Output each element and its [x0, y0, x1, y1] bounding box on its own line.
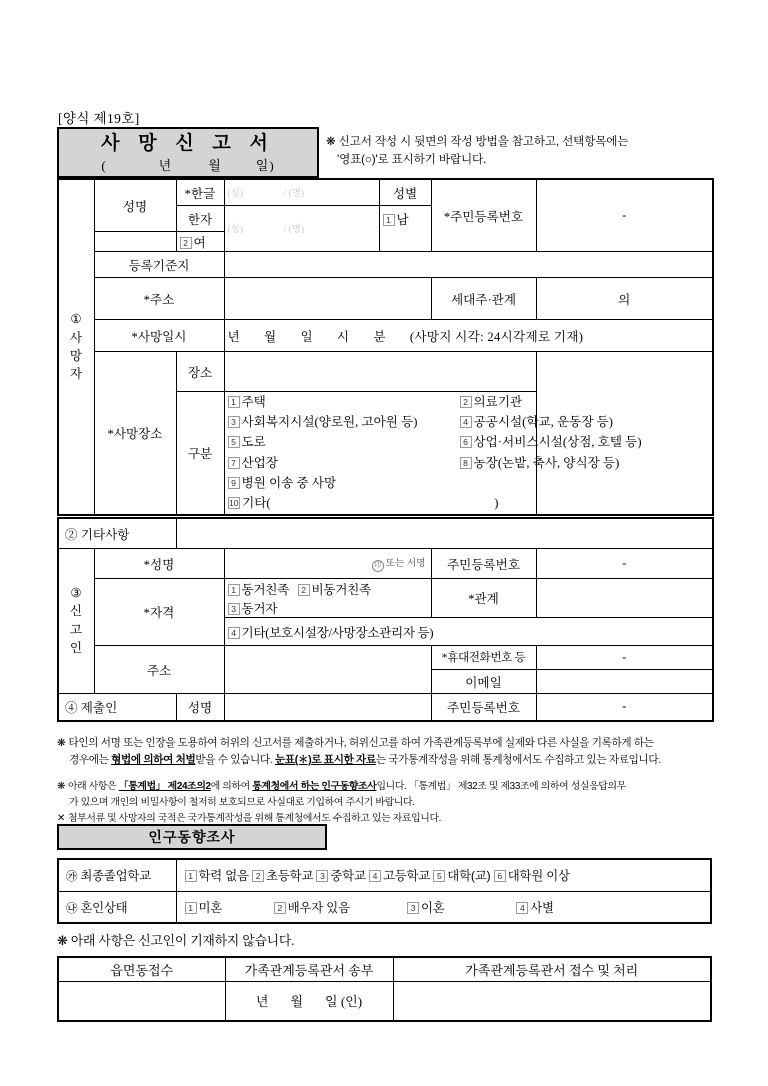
- household-head-input[interactable]: 의: [536, 277, 713, 319]
- note-mark-3: ✕: [57, 813, 65, 825]
- section-label-deceased: ① 사 망 자: [58, 179, 94, 515]
- place-option-3[interactable]: 3 사회복지시설(양로원, 고아원 등): [228, 412, 460, 432]
- place-sub-label: 장소: [176, 351, 224, 391]
- office-month: 월: [290, 994, 304, 1010]
- name-placeholder-last-hanja: (성): [227, 224, 244, 235]
- header-instruction: [326, 133, 718, 169]
- name-placeholder-last: (성): [227, 188, 244, 199]
- place-option-8[interactable]: 8 농장(논밭, 축사, 양식장 등): [460, 453, 533, 473]
- place-option-5[interactable]: 5 도로: [228, 432, 460, 452]
- place-option-9[interactable]: 9 병원 이송 중 사망: [228, 473, 460, 493]
- reporter-address-label: 주소: [94, 645, 224, 693]
- title-month: 월: [208, 157, 222, 173]
- dd-minute: 분: [373, 329, 386, 344]
- legal-note-2: ❋ 아래 사항은 「통계법」 제24조의2에 의하여 통계청에서 하는 인구동향조사입니다. 「통계법」 제32조 및 제33조에 의하여 성실응답의무 가 있으며 개인의 비밀사항이 철저히 보호되므로 사실대로 기입하여 주시기 바랍니다. ✕ 첨부서류 및 사망자의 국적은 국가통계작성을 위해 통계청에서도 수집하고 있는 자료입니다.: [57, 779, 715, 827]
- dd-note: (사망지 시각: 24시각제로 기재): [409, 329, 584, 344]
- qualification-options: [224, 578, 431, 617]
- submitter-name-input[interactable]: [224, 693, 431, 721]
- reporter-phone-input[interactable]: -: [536, 645, 713, 669]
- office-use-note: ❋ 아래 사항은 신고인이 기재하지 않습니다.: [57, 933, 295, 948]
- office-header-2: 가족관계등록관서 송부: [225, 957, 393, 981]
- note-mark-1: ❋: [57, 737, 66, 749]
- death-place-label: *사망장소: [94, 351, 176, 515]
- form-title-band: [57, 127, 319, 178]
- death-place-input[interactable]: [224, 351, 536, 391]
- form-code: [양식 제19호]: [58, 111, 140, 126]
- education-option-4[interactable]: 4 고등학교: [369, 866, 430, 884]
- name-hangul-input[interactable]: [224, 179, 379, 205]
- education-option-3[interactable]: 3 중학교: [316, 866, 365, 884]
- note1-emphasis-2: 눈표(✽)로 표시한 자료: [274, 754, 376, 767]
- deceased-rrn-input[interactable]: -: [536, 179, 713, 251]
- seal-icon: 印: [372, 560, 384, 572]
- reporter-name-input[interactable]: [224, 548, 431, 578]
- deceased-address-label: *주소: [94, 277, 224, 319]
- gender-option-male[interactable]: [379, 205, 431, 231]
- reporter-form-table: [57, 517, 714, 722]
- gender-label: 성별: [379, 179, 431, 205]
- note2-emphasis-2: 통계청에서 하는 인구동향조사: [252, 781, 377, 792]
- education-option-5[interactable]: 5 대학(교): [433, 866, 490, 884]
- household-head-label: 세대주·관계: [431, 277, 536, 319]
- submitter-label: ④ 제출인: [58, 693, 176, 721]
- place-option-1[interactable]: 1 주택: [228, 392, 460, 412]
- place-category-label: 구분: [176, 391, 224, 515]
- education-options: [176, 859, 711, 891]
- name-hanja-input[interactable]: [224, 205, 379, 251]
- marital-option-3[interactable]: 3 이혼: [407, 898, 513, 916]
- place-option-6[interactable]: 6 상업·서비스시설(상점, 호텔 등): [460, 432, 533, 452]
- reporter-phone-label: *휴대전화번호 등: [431, 645, 536, 669]
- reporter-qualification-label: *자격: [94, 578, 224, 645]
- place-option-4[interactable]: 4 공공시설(학교, 운동장 등): [460, 412, 533, 432]
- office-cell-processing[interactable]: [393, 981, 711, 1021]
- education-option-2[interactable]: 2 초등학교: [252, 866, 313, 884]
- qualification-option-4[interactable]: 4 기타(보호시설장/사망장소관리자 등): [224, 617, 713, 645]
- office-day: 일 (인): [325, 994, 363, 1010]
- seal-note-text: 또는 서명: [385, 557, 426, 569]
- title-day: 일): [255, 157, 275, 173]
- office-header-1: 읍면동접수: [58, 957, 225, 981]
- note2-emphasis-1: 「통계법」 제24조의2: [118, 781, 211, 792]
- note2-line2: 가 있으며 개인의 비밀사항이 철저히 보호되므로 사실대로 기입하여 주시기 바랍니다.: [69, 797, 415, 809]
- death-datetime-label: *사망일시: [94, 319, 224, 351]
- deceased-rrn-label: *주민등록번호: [431, 179, 536, 251]
- marital-option-4[interactable]: 4 사별: [516, 898, 554, 916]
- gender-female-number: 2: [180, 237, 192, 249]
- reporter-relation-input[interactable]: [536, 578, 713, 617]
- name-placeholder-first: / (명): [283, 188, 305, 199]
- education-option-6[interactable]: 6 대학원 이상: [494, 866, 570, 884]
- reporter-name-label: *성명: [94, 548, 224, 578]
- gender-female-label: 여: [193, 235, 206, 250]
- office-year: 년: [255, 994, 269, 1010]
- reporter-rrn-input[interactable]: -: [536, 548, 713, 578]
- note-mark-2: ❋: [57, 781, 65, 792]
- reporter-rrn-label: 주민등록번호: [431, 548, 536, 578]
- gender-male-label: 남: [396, 212, 409, 227]
- other-matters-label: ② 기타사항: [58, 518, 176, 548]
- note2-line3: ✕ 첨부서류 및 사망자의 국적은 국가통계작성을 위해 통계청에서도 수집하고 있는 자료입니다.: [57, 813, 442, 825]
- name-hangul-label: *한글: [176, 179, 224, 205]
- marital-label: ㉯ 혼인상태: [58, 891, 176, 923]
- marital-option-2[interactable]: 2 배우자 있음: [274, 898, 404, 916]
- marital-option-1[interactable]: 1 미혼: [185, 898, 271, 916]
- submitter-name-label: 성명: [176, 693, 224, 721]
- office-header-3: 가족관계등록관서 접수 및 처리: [393, 957, 711, 981]
- registry-base-input[interactable]: [224, 251, 713, 277]
- page-title: 사 망 신 고 서: [101, 133, 275, 154]
- reporter-email-label: 이메일: [431, 669, 536, 693]
- place-option-2[interactable]: 2 의료기관: [460, 392, 533, 412]
- section-label-reporter: ③ 신 고 인: [58, 548, 94, 693]
- qualification-option-2[interactable]: 2 비동거친족: [298, 583, 371, 597]
- legal-note-1: [57, 735, 715, 769]
- dd-hour: 시: [336, 329, 350, 344]
- title-date-line: [59, 155, 317, 174]
- place-category-options: [224, 391, 642, 515]
- place-option-10-close: ): [494, 496, 499, 511]
- submitter-rrn-input[interactable]: -: [536, 693, 713, 721]
- place-option-7[interactable]: 7 산업장: [228, 453, 460, 473]
- header-instruction-line2: '영표(○)'로 표시하기 바랍니다.: [337, 152, 487, 166]
- office-cell-send-date[interactable]: [225, 981, 393, 1021]
- marital-options: [176, 891, 711, 923]
- marital-marker: ㉯: [66, 902, 78, 915]
- survey-band-title: 인구동향조사: [57, 824, 327, 850]
- registry-base-label: 등록기준지: [94, 251, 224, 277]
- place-option-10[interactable]: 10 기타(: [229, 496, 271, 511]
- header-instruction-line1: ❋ 신고서 작성 시 뒷면의 작성 방법을 참고하고, 선택항목에는: [326, 135, 629, 148]
- death-datetime-input[interactable]: [224, 319, 713, 351]
- name-label: 성명: [94, 179, 176, 231]
- deceased-address-input[interactable]: [224, 277, 431, 319]
- main-form-table: [57, 178, 714, 516]
- qualification-option-3[interactable]: 3 동거자: [228, 602, 278, 616]
- submitter-rrn-label: 주민등록번호: [431, 693, 536, 721]
- education-option-1[interactable]: 1 학력 없음: [185, 866, 249, 884]
- other-matters-input[interactable]: [176, 518, 713, 548]
- education-label: ㉮ 최종졸업학교: [58, 859, 176, 891]
- gender-male-number: 1: [383, 214, 395, 226]
- office-use-table: [57, 956, 712, 1022]
- education-marker: ㉮: [66, 871, 78, 884]
- name-placeholder-first-hanja: / (명): [283, 224, 305, 235]
- office-cell-receipt[interactable]: [58, 981, 225, 1021]
- note1-emphasis-1: 형법에 의하여 처벌: [111, 754, 196, 767]
- title-year: 년: [158, 157, 173, 173]
- dd-day: 일: [300, 329, 313, 344]
- note1-line2: 경우에는 형법에 의하여 처벌받을 수 있습니다. 눈표(✽)로 표시한 자료는 국가통계작성을 위해 통계청에서도 수집하고 있는 자료입니다.: [69, 754, 661, 767]
- gender-option-female[interactable]: [176, 231, 224, 251]
- title-paren-open: (: [101, 157, 107, 173]
- survey-table: [57, 858, 712, 924]
- reporter-email-input[interactable]: [536, 669, 713, 693]
- name-hanja-label: 한자: [176, 205, 224, 231]
- dd-year: 년: [227, 329, 240, 344]
- reporter-address-input[interactable]: [224, 645, 431, 693]
- dd-month: 월: [263, 329, 277, 344]
- reporter-relation-label: *관계: [431, 578, 536, 617]
- qualification-option-1[interactable]: 1 동거친족: [228, 583, 289, 597]
- note1-line1: 타인의 서명 또는 인장을 도용하여 허위의 신고서를 제출하거나, 허위신고를 하여 가족관계등록부에 실제와 다른 사실을 기록하게 하는: [68, 737, 654, 749]
